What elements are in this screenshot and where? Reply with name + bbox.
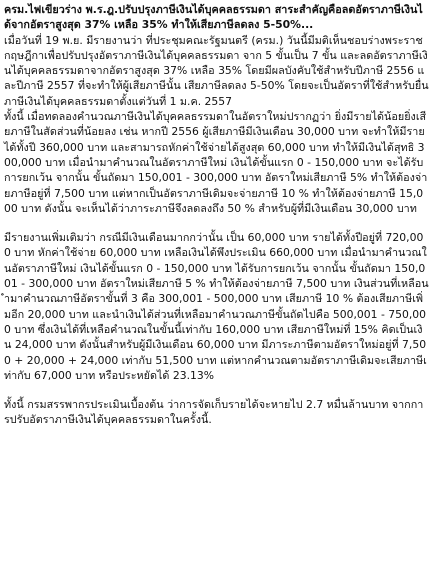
article-paragraph-3: มีรายงานเพิ่มเติมว่า กรณีมีเงินเดือนมากกว่านั้น เป็น 60,000 บาท รายได้ทั้งปีอยู่ที่ 720,000 บาท หักค่าใช้จ่าย 60,000 บาท เหลือเงินได้พึงประเมิน 660,000 บาท เมื่อนำมาคำนวณในอัตราภาษีใหม่ เงินได้ขั้นแรก 0 - 150,000 บาท ได้รับการยกเว้น จากนั้น ขั้นถัดมา 150,001 - 300,000 บาท อัตราใหม่เสียภาษี 5 % ทำให้ต้องจ่ายภาษี 7,500 บาท เงินส่วนที่เหลือนำมาคำนวณภาษีอัตราขั้นที่ 3 คือ 300,001 - 500,000 บาท เสียภาษี 10 % ต้องเสียภาษีเพิ่มอีก 20,000 บาท และนำเงินได้ส่วนที่เหลือมาคำนวณภาษีขั้นถัดไปคือ 500,001 - 750,000 บาท ซึ่งเงินได้ที่เหลือคำนวณในขั้นนี้เท่ากับ 160,000 บาท เสียภาษีใหม่ที่ 15% คิดเป็นเงิน 24,000 บาท ดังนั้นสำหรับผู้มีเงินเดือน 60,000 บาท มีภาระภาษีตามอัตราใหม่อยู่ที่ 7,500 + 20,000 + 24,000 เท่ากับ 51,500 บาท แต่หากคำนวณตามอัตราภาษีเดิมจะเสียภาษีเท่ากับ 67,000 บาท หรือประหยัดได้ 23.13% xyxy=(4,231,429,382)
article-paragraph-4: ทั้งนี้ กรมสรรพากรประเมินเบื้องต้น ว่าการจัดเก็บรายได้จะหายไป 2.7 หมื่นล้านบาท จากการปรับอัตราภาษีเงินได้บุคคลธรรมดาในครั้งนี้. xyxy=(4,398,424,427)
paragraph-spacer xyxy=(4,216,429,230)
news-article xyxy=(4,2,429,428)
article-headline: ครม.ไฟเขียวร่าง พ.ร.ฎ.ปรับปรุงภาษีเงินได้บุคคลธรรมดา สาระสำคัญคือลดอัตราภาษีเงินได้จากอัตราสูงสุด 37% เหลือ 35% ทำให้เสียภาษีลดลง 5-50%... xyxy=(4,3,423,32)
article-paragraph-2: ทั้งนี้ เมื่อทดลองคำนวณภาษีเงินได้บุคคลธรรมดาในอัตราใหม่ปรากฏว่า ยิ่งมีรายได้น้อยยิ่งเสียภาษีในสัดส่วนที่น้อยลง เช่น หากปี 2556 ผู้เสียภาษีมีเงินเดือน 30,000 บาท จะทำให้มีรายได้ทั้งปี 360,000 บาท และสามารถหักค่าใช้จ่ายได้สูงสุด 60,000 บาท ทำให้มีเงินได้สุทธิ 300,000 บาท เมื่อนำมาคำนวณในอัตราภาษีใหม่ เงินได้ขั้นแรก 0 - 150,000 บาท จะได้รับการยกเว้น จากนั้น ขั้นถัดมา 150,001 - 300,000 บาท อัตราใหม่เสียภาษี 5% ทำให้ต้องจ่ายภาษีอยู่ที่ 7,500 บาท แต่หากเป็นอัตราภาษีเดิมจะจ่ายภาษี 10 % ทำให้ต้องจ่ายภาษี 15,000 บาท ดังนั้น จะเห็นได้ว่าภาระภาษีจึงลดลงถึง 50 % สำหรับผู้ที่มีเงินเดือน 30,000 บาท xyxy=(4,110,428,215)
paragraph-spacer xyxy=(4,383,429,397)
article-paragraph-1: เมื่อวันที่ 19 พ.ย. มีรายงานว่า ที่ประชุมคณะรัฐมนตรี (ครม.) วันนี้มีมติเห็นชอบร่างพระราชกฤษฎีกาเพื่อปรับปรุงอัตราภาษีเงินได้บุคคลธรรมดา จาก 5 ขั้นเป็น 7 ขั้น และลดอัตราภาษีเงินได้บุคคลธรรมดาจากอัตราสูงสุด 37% เหลือ 35% โดยมีผลบังคับใช้สำหรับปีภาษี 2556 และปีภาษี 2557 ที่จะทำให้ผู้เสียภาษีนั้น เสียภาษีลดลง 5-50% โดยจะเป็นอัตราที่ใช้สำหรับยื่นภาษีเงินได้บุคคลธรรมดาตั้งแต่วันที่ 1 ม.ค. 2557 xyxy=(4,33,429,108)
